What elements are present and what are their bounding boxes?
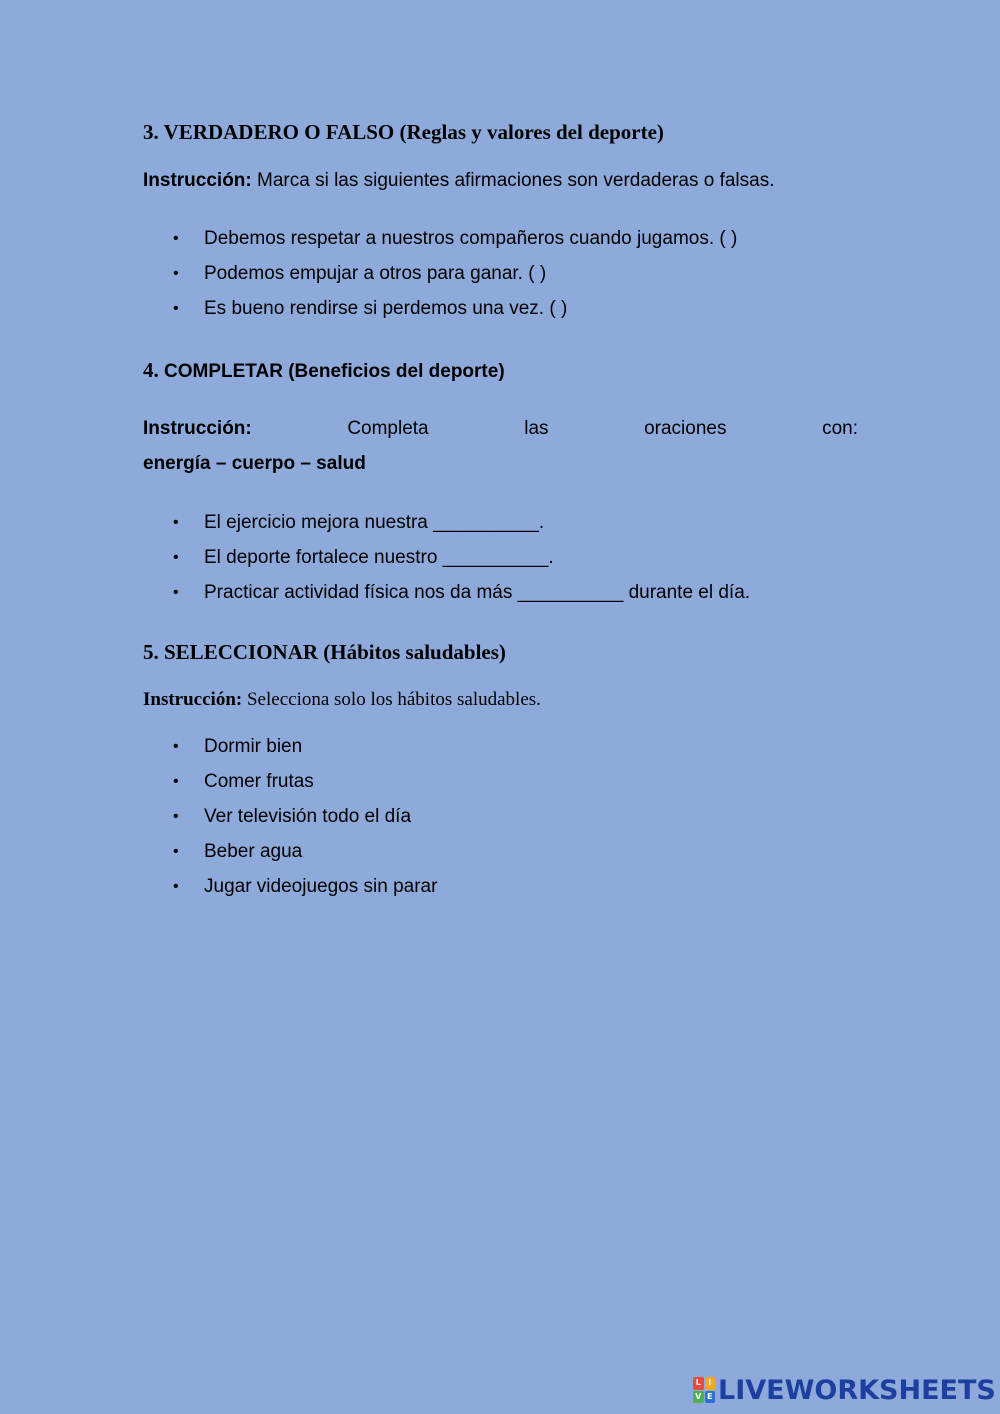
section-5-instruction-label: Instrucción:: [143, 689, 243, 710]
instruction-word: Completa: [347, 418, 429, 439]
list-item: • Debemos respetar a nuestros compañeros cuando jugamos. ( ): [0, 228, 737, 263]
logo-letter: I: [705, 1377, 716, 1390]
section-4-title: [143, 357, 505, 384]
section-5-title: 5. SELECCIONAR (Hábitos saludables): [143, 640, 506, 664]
list-item: • El deporte fortalece nuestro __________.: [0, 547, 750, 582]
section-3-instruction-label: Instrucción:: [143, 170, 252, 191]
section-5-list: [0, 736, 437, 911]
logo-text: LIVEWORKSHEETS: [718, 1374, 996, 1406]
section-3-title: 3. VERDADERO O FALSO (Reglas y valores del deporte): [143, 120, 664, 144]
list-item: • Beber agua: [0, 841, 437, 876]
instruction-word: con:: [822, 418, 858, 439]
logo-letter: V: [693, 1391, 704, 1404]
list-item: • Jugar videojuegos sin parar: [0, 876, 437, 911]
section-4-title-number: 4.: [143, 358, 159, 382]
section-3-instruction: [143, 170, 774, 192]
section-4-instruction: [143, 418, 858, 440]
list-item: • Podemos empujar a otros para ganar. ( ): [0, 263, 737, 298]
list-item: • Comer frutas: [0, 771, 437, 806]
list-item: • Ver televisión todo el día: [0, 806, 437, 841]
list-item: • Es bueno rendirse si perdemos una vez. ( ): [0, 298, 737, 333]
section-4-word-bank: energía – cuerpo – salud: [143, 453, 366, 474]
section-4-list: [0, 512, 750, 617]
section-4-title-text: COMPLETAR (Beneficios del deporte): [158, 361, 505, 382]
section-3-instruction-text: Marca si las siguientes afirmaciones son verdaderas o falsas.: [251, 170, 775, 191]
section-4-instruction-label: Instrucción:: [143, 418, 252, 439]
logo-letter: L: [693, 1377, 704, 1390]
section-3-list: [0, 228, 737, 333]
list-item: • Dormir bien: [0, 736, 437, 771]
instruction-word: las: [524, 418, 549, 439]
logo-mark-icon: [693, 1377, 715, 1403]
list-item: • Practicar actividad física nos da más __________ durante el día.: [0, 582, 750, 617]
instruction-word: oraciones: [644, 418, 727, 439]
section-5-instruction-text: Selecciona solo los hábitos saludables.: [242, 689, 541, 710]
logo-letter: E: [705, 1391, 716, 1404]
section-5-instruction: [143, 689, 541, 711]
list-item: • El ejercicio mejora nuestra __________.: [0, 512, 750, 547]
liveworksheets-logo[interactable]: [693, 1374, 996, 1406]
